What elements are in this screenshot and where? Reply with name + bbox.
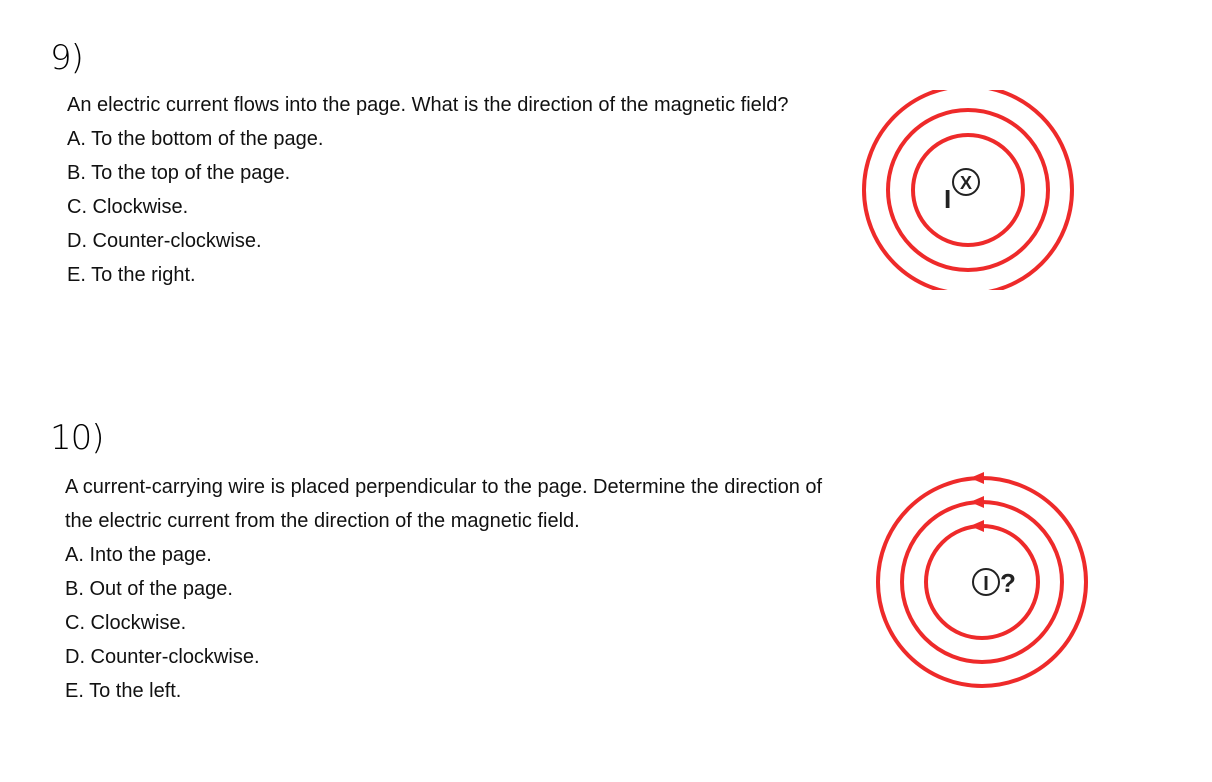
magnetic-field-rings-figure-10 <box>870 470 1110 690</box>
unknown-direction-mark: ? <box>1000 568 1016 598</box>
question-9-option-a: A. To the bottom of the page. <box>67 128 324 150</box>
current-label: I <box>983 573 989 595</box>
question-10 <box>65 470 855 708</box>
question-9-option-b: B. To the top of the page. <box>67 162 291 184</box>
question-9-option-d: D. Counter-clockwise. <box>67 230 262 252</box>
inner-ring-arrow-icon <box>970 520 984 532</box>
question-10-option-d: D. Counter-clockwise. <box>65 646 260 668</box>
question-10-option-c: C. Clockwise. <box>65 612 187 634</box>
question-10-option-e: E. To the left. <box>65 680 182 702</box>
magnetic-field-rings-figure-9 <box>860 90 1090 290</box>
question-9-number: 9) <box>50 38 83 78</box>
middle-ring-arrow-icon <box>970 496 984 508</box>
question-9-option-c: C. Clockwise. <box>67 196 189 218</box>
question-9-option-e: E. To the right. <box>67 264 196 286</box>
question-9 <box>67 88 857 292</box>
into-page-x-icon: X <box>959 173 973 193</box>
field-direction-arrows <box>970 472 984 532</box>
question-10-option-a: A. Into the page. <box>65 544 212 566</box>
question-10-option-b: B. Out of the page. <box>65 578 233 600</box>
question-10-number: 10) <box>50 418 104 458</box>
outer-ring-arrow-icon <box>970 472 984 484</box>
question-10-stem: A current-carrying wire is placed perpendicular to the page. Determine the direction of the electric current from the direction of the magnetic field. <box>65 476 823 532</box>
current-label: I <box>944 184 952 214</box>
question-9-stem: An electric current flows into the page. What is the direction of the magnetic field? <box>67 94 789 116</box>
